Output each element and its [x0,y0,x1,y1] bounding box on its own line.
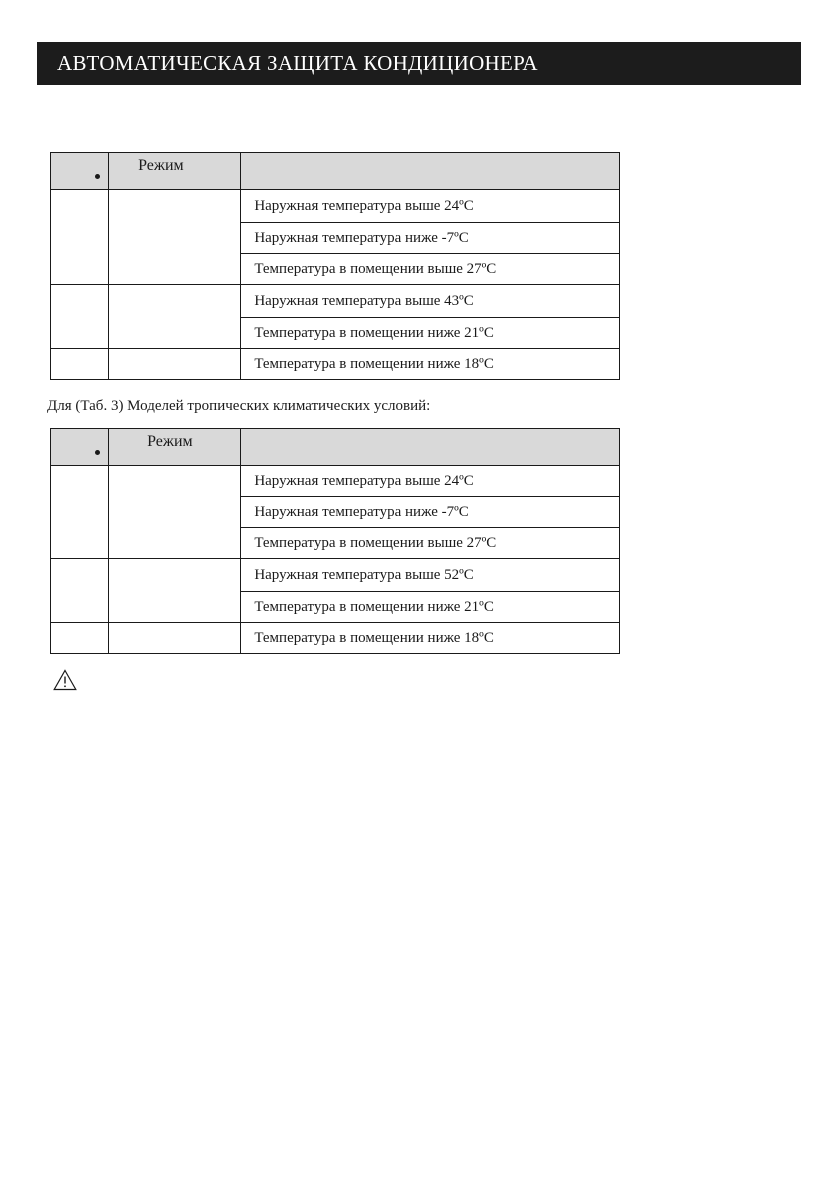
mode-cell-empty [51,559,109,623]
condition-cell: Температура в помещении ниже 21ºС [241,592,620,623]
condition-cell: Наружная температура выше 24ºС [241,190,620,223]
condition-cell: Температура в помещении ниже 18ºС [241,349,620,380]
protection-table-1 [50,152,620,380]
mode-cell-empty [51,285,109,349]
mode-cell-empty [51,466,109,559]
page-title: АВТОМАТИЧЕСКАЯ ЗАЩИТА КОНДИЦИОНЕРА [57,51,538,75]
mode-cell-empty [109,623,241,654]
mode-cell-empty [109,349,241,380]
header-cell-condition [241,429,620,466]
table-row [51,285,620,318]
bullet-dot-icon [95,450,100,455]
condition-cell: Температура в помещении ниже 18ºС [241,623,620,654]
header-cell-icon [51,429,109,466]
header-cell-mode: Режим [109,153,241,190]
mode-cell-empty [109,466,241,559]
header-cell-mode: Режим [109,429,241,466]
table-row [51,623,620,654]
condition-cell: Наружная температура выше 24ºС [241,466,620,497]
condition-cell: Наружная температура выше 52ºС [241,559,620,592]
protection-table-2 [50,428,620,654]
table-row [51,349,620,380]
table-caption: Для (Таб. 3) Моделей тропических климатических условий: [47,398,431,414]
table-row [51,466,620,497]
condition-cell: Наружная температура ниже -7ºС [241,223,620,254]
mode-cell-empty [109,559,241,623]
warning-triangle-icon [53,669,77,691]
header-cell-condition [241,153,620,190]
table-row [51,190,620,223]
mode-cell-empty [51,190,109,285]
table-header-row [51,153,620,190]
condition-cell: Наружная температура выше 43ºС [241,285,620,318]
condition-cell: Температура в помещении ниже 21ºС [241,318,620,349]
mode-cell-empty [109,190,241,285]
mode-cell-empty [109,285,241,349]
mode-cell-empty [51,349,109,380]
condition-cell: Температура в помещении выше 27ºС [241,528,620,559]
bullet-dot-icon [95,174,100,179]
table-row [51,559,620,592]
condition-cell: Наружная температура ниже -7ºС [241,497,620,528]
table-header-row [51,429,620,466]
condition-cell: Температура в помещении выше 27ºС [241,254,620,285]
mode-cell-empty [51,623,109,654]
header-bar [37,42,801,85]
header-cell-icon [51,153,109,190]
